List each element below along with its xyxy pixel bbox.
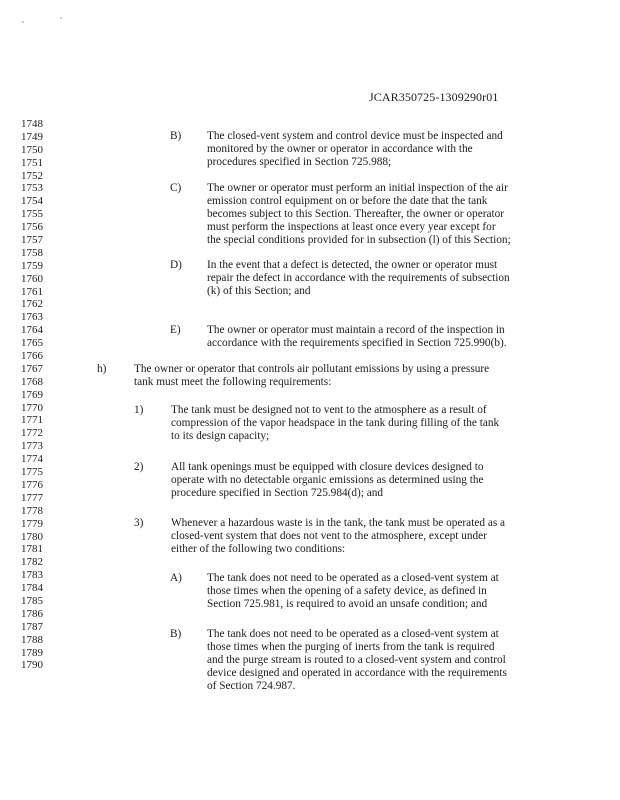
- line-number: 1763: [21, 311, 43, 324]
- paragraph-1-design: [171, 404, 499, 443]
- item-marker: D): [170, 259, 182, 271]
- text-line: The tank does not need to be operated as a closed-vent system at: [207, 572, 499, 584]
- paragraph-c-initial-inspection: [207, 182, 511, 247]
- line-number: 1778: [21, 504, 43, 517]
- line-number: 1783: [21, 569, 43, 582]
- text-line: repair the defect in accordance with the requirements of subsection: [207, 271, 510, 284]
- paragraph-a-safety-device: [207, 572, 499, 611]
- line-number: 1759: [21, 259, 43, 272]
- paragraph-e-record: [207, 324, 507, 350]
- paragraph-3-closed-vent: [171, 517, 505, 556]
- line-number: 1789: [21, 646, 43, 659]
- item-marker: C): [170, 182, 182, 194]
- line-number: 1777: [21, 491, 43, 504]
- text-line: emission control equipment on or before the date that the tank: [207, 194, 488, 207]
- line-number-column: [21, 118, 43, 672]
- line-number: 1750: [21, 143, 43, 156]
- line-number: 1780: [21, 530, 43, 543]
- line-number: 1760: [21, 272, 43, 285]
- text-line: The owner or operator that controls air pollutant emissions by using a pressure: [134, 363, 490, 375]
- text-line: and the purge stream is routed to a closed-vent system and control: [207, 653, 506, 666]
- line-number: 1762: [21, 298, 43, 311]
- document-id: JCAR350725-1309290r01: [369, 90, 499, 104]
- line-number: 1774: [21, 453, 43, 466]
- item-marker: E): [170, 324, 181, 336]
- text-line: tank must meet the following requirements:: [134, 375, 332, 388]
- text-line: The tank must be designed not to vent to the atmosphere as a result of: [171, 404, 487, 416]
- line-number: 1781: [21, 543, 43, 556]
- line-number: 1784: [21, 582, 43, 595]
- line-number: 1773: [21, 440, 43, 453]
- text-line: compression of the vapor headspace in the tank during filling of the tank: [171, 416, 500, 429]
- item-marker: 3): [134, 517, 144, 529]
- line-number: 1754: [21, 195, 43, 208]
- line-number: 1756: [21, 221, 43, 234]
- line-number: 1771: [21, 414, 43, 427]
- paragraph-b-inspection: [207, 130, 503, 169]
- line-number: 1753: [21, 182, 43, 195]
- line-number: 1770: [21, 401, 43, 414]
- text-line: The owner or operator must maintain a record of the inspection in: [207, 324, 505, 336]
- item-marker: A): [170, 572, 182, 584]
- line-number: 1752: [21, 169, 43, 182]
- text-line: closed-vent system that does not vent to the atmosphere, except under: [171, 529, 487, 542]
- line-number: 1786: [21, 607, 43, 620]
- line-number: 1767: [21, 362, 43, 375]
- text-line: must perform the inspections at least once every year except for: [207, 220, 496, 233]
- item-marker: B): [170, 130, 182, 142]
- text-line: the special conditions provided for in subsection (l) of this Section;: [207, 233, 511, 246]
- line-number: 1779: [21, 517, 43, 530]
- paragraph-h-pressure-tank: [134, 363, 489, 389]
- text-line: All tank openings must be equipped with closure devices designed to: [171, 461, 484, 473]
- scan-speck: [22, 21, 24, 23]
- line-number: 1758: [21, 246, 43, 259]
- line-number: 1768: [21, 375, 43, 388]
- line-number: 1757: [21, 234, 43, 247]
- line-number: 1766: [21, 350, 43, 363]
- paragraph-d-defect-repair: [207, 259, 510, 298]
- scan-speck: [60, 17, 62, 19]
- line-number: 1764: [21, 324, 43, 337]
- line-number: 1761: [21, 285, 43, 298]
- item-marker: 1): [134, 404, 144, 416]
- line-number: 1788: [21, 633, 43, 646]
- text-line: accordance with the requirements specified in Section 725.990(b).: [207, 336, 507, 349]
- text-line: monitored by the owner or operator in accordance with the: [207, 142, 473, 155]
- line-number: 1749: [21, 130, 43, 143]
- text-line: device designed and operated in accordance with the requirements: [207, 666, 507, 679]
- item-marker: 2): [134, 461, 144, 473]
- line-number: 1751: [21, 156, 43, 169]
- text-line: procedures specified in Section 725.988;: [207, 155, 392, 168]
- item-marker: h): [97, 363, 107, 375]
- line-number: 1790: [21, 659, 43, 672]
- text-line: Whenever a hazardous waste is in the tank, the tank must be operated as a: [171, 517, 506, 529]
- text-line: In the event that a defect is detected, the owner or operator must: [207, 259, 498, 271]
- text-line: Section 725.981, is required to avoid an unsafe condition; and: [207, 597, 488, 610]
- line-number: 1772: [21, 427, 43, 440]
- text-line: of Section 724.987.: [207, 679, 296, 692]
- line-number: 1782: [21, 556, 43, 569]
- line-number: 1748: [21, 118, 43, 130]
- text-line: The owner or operator must perform an initial inspection of the air: [207, 182, 508, 194]
- text-line: becomes subject to this Section. Thereafter, the owner or operator: [207, 207, 505, 220]
- line-number: 1776: [21, 478, 43, 491]
- line-number: 1787: [21, 620, 43, 633]
- paragraph-2-closure-devices: [171, 461, 484, 500]
- text-line: those times when the purging of inerts from the tank is required: [207, 640, 495, 653]
- line-number: 1769: [21, 388, 43, 401]
- item-marker: B): [170, 628, 182, 640]
- text-line: (k) of this Section; and: [207, 284, 311, 297]
- line-number: 1755: [21, 208, 43, 221]
- text-line: procedure specified in Section 725.984(d); and: [171, 486, 384, 499]
- line-number: 1785: [21, 594, 43, 607]
- line-number: 1765: [21, 337, 43, 350]
- text-line: operate with no detectable organic emissions as determined using the: [171, 473, 484, 486]
- text-line: The tank does not need to be operated as a closed-vent system at: [207, 628, 499, 640]
- text-line: those times when the opening of a safety device, as defined in: [207, 584, 487, 597]
- text-line: either of the following two conditions:: [171, 542, 346, 555]
- paragraph-b-purging-inerts: [207, 628, 507, 693]
- text-line: The closed-vent system and control device must be inspected and: [207, 130, 503, 142]
- line-number: 1775: [21, 466, 43, 479]
- text-line: to its design capacity;: [171, 429, 270, 442]
